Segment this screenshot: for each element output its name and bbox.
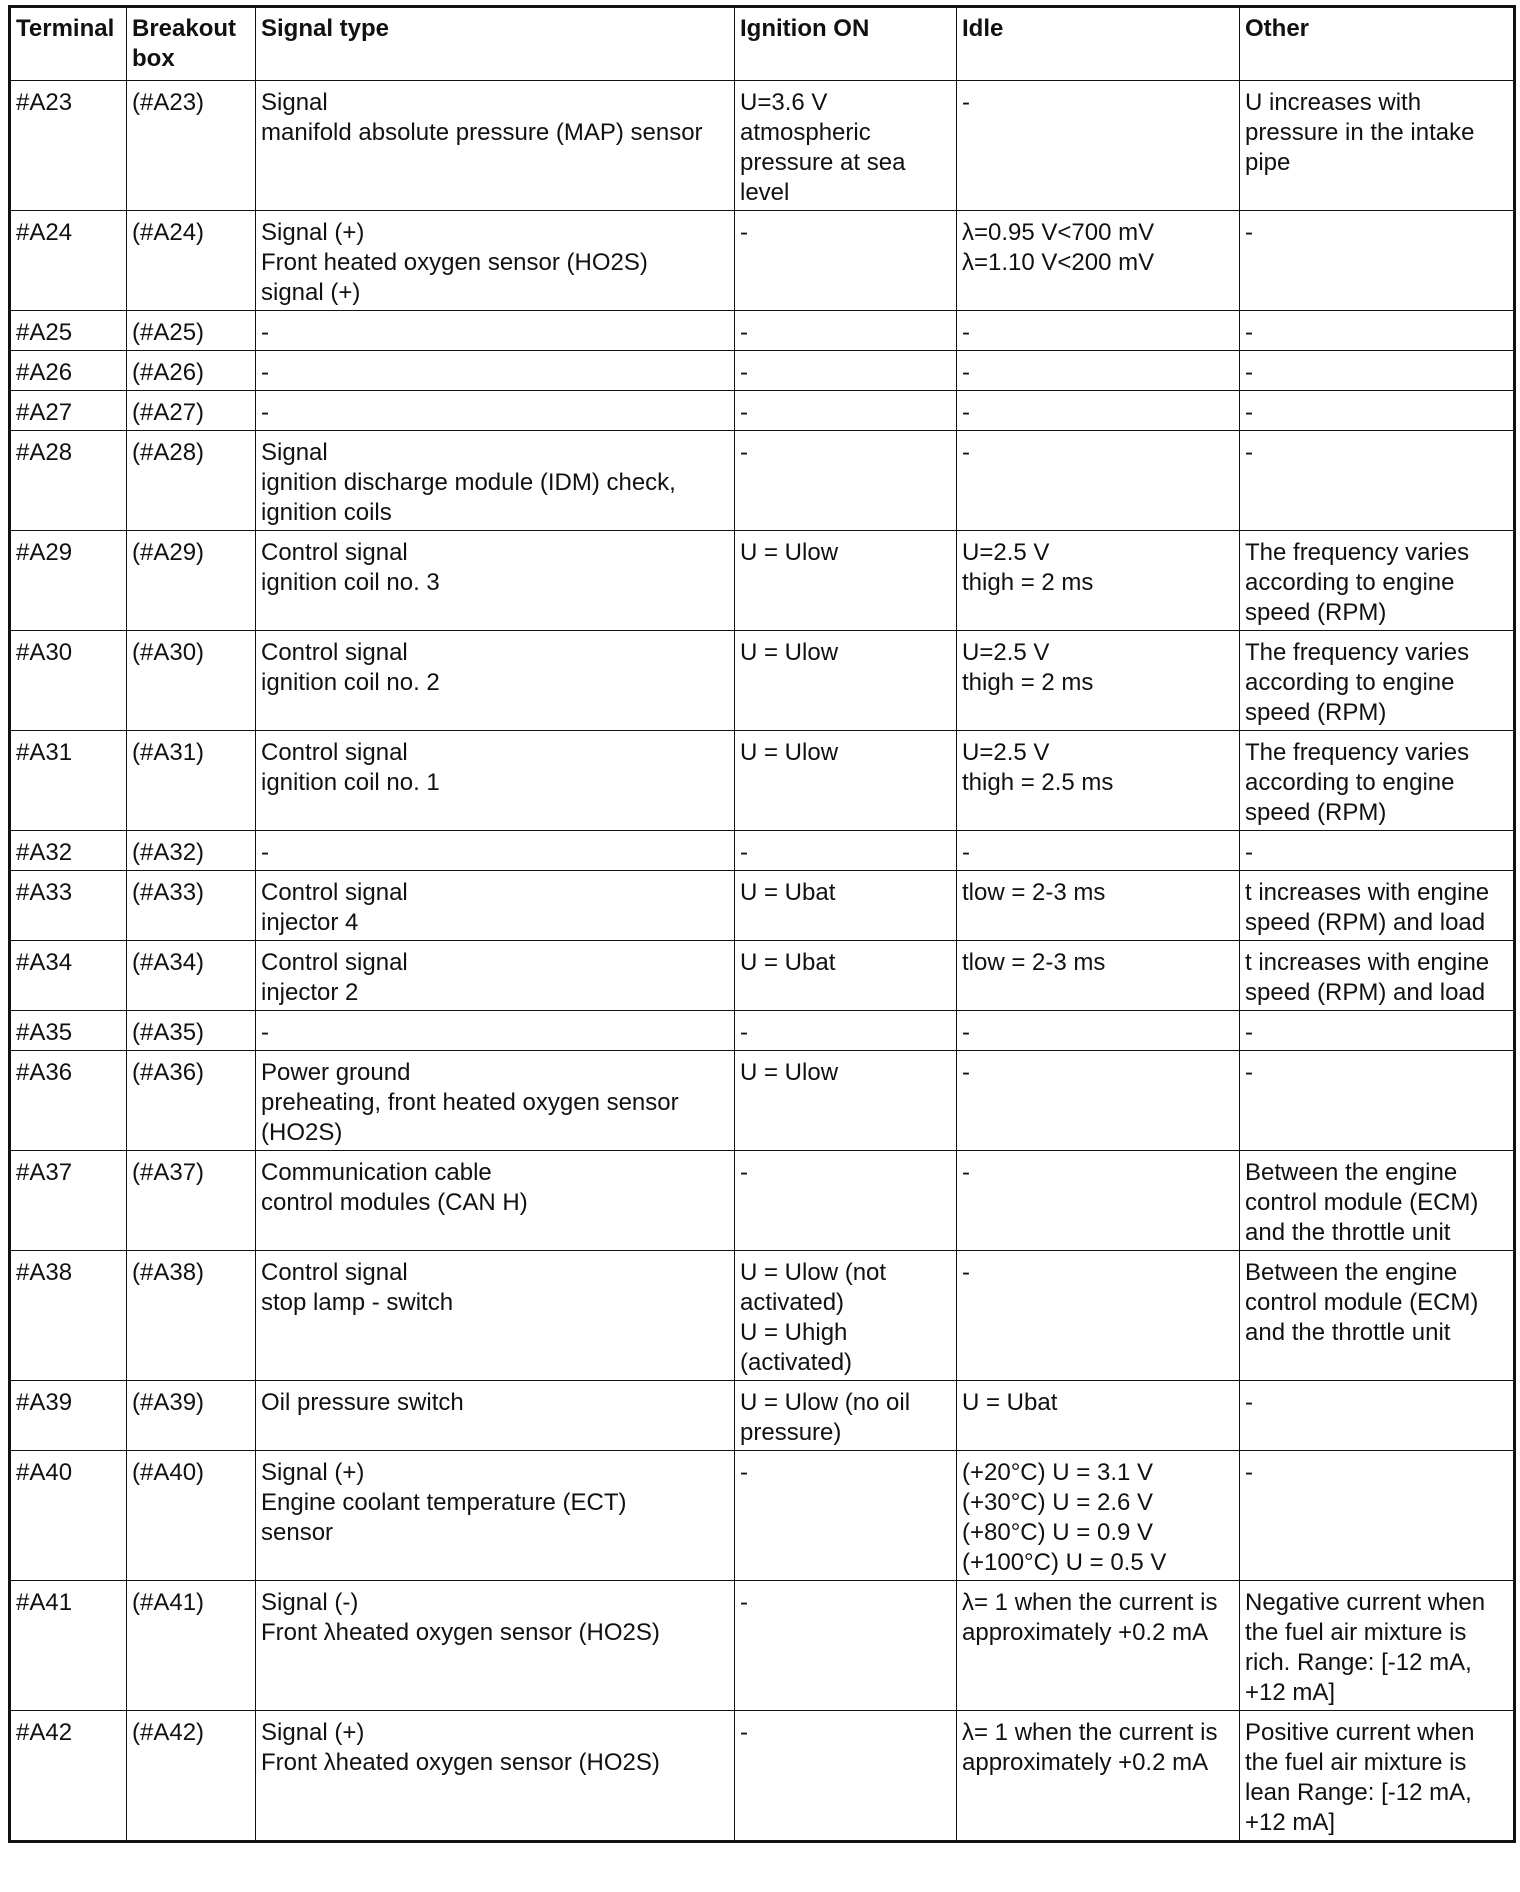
cell-breakout-box: (#A37) <box>127 1151 256 1251</box>
cell-breakout-box: (#A40) <box>127 1451 256 1581</box>
cell-other-line: - <box>1245 219 1253 246</box>
cell-idle-line: λ= 1 when the current is <box>962 1719 1218 1746</box>
cell-ignition-on-line: - <box>740 1019 748 1046</box>
cell-signal-type <box>256 631 735 731</box>
cell-breakout-box: (#A25) <box>127 311 256 351</box>
cell-ignition-on <box>735 211 957 311</box>
cell-ignition-on <box>735 81 957 211</box>
cell-ignition-on-line: (activated) <box>740 1349 853 1376</box>
cell-other <box>1240 1381 1515 1451</box>
cell-terminal: #A28 <box>10 431 127 531</box>
cell-idle <box>957 1051 1240 1151</box>
cell-signal-type <box>256 731 735 831</box>
cell-other-line: control module (ECM) <box>1245 1289 1479 1316</box>
cell-breakout-box: (#A33) <box>127 871 256 941</box>
cell-breakout-box: (#A30) <box>127 631 256 731</box>
cell-signal-type-line: ignition coil no. 2 <box>261 669 440 696</box>
cell-ignition-on-line: U = Ulow (no oil <box>740 1389 911 1416</box>
cell-other-line: the fuel air mixture is <box>1245 1619 1467 1646</box>
cell-ignition-on <box>735 941 957 1011</box>
cell-idle-line: thigh = 2 ms <box>962 569 1094 596</box>
header-idle: Idle <box>957 7 1240 81</box>
cell-other-line: The frequency varies <box>1245 539 1470 566</box>
header-breakout-box: Breakout box <box>127 7 256 81</box>
cell-signal-type <box>256 1451 735 1581</box>
cell-ignition-on-line: U = Ulow <box>740 639 839 666</box>
header-signal-type: Signal type <box>256 7 735 81</box>
cell-other-line: - <box>1245 1389 1253 1416</box>
table-row <box>10 531 1515 631</box>
cell-terminal: #A33 <box>10 871 127 941</box>
cell-idle <box>957 1151 1240 1251</box>
cell-terminal: #A35 <box>10 1011 127 1051</box>
cell-terminal: #A42 <box>10 1711 127 1842</box>
cell-ignition-on-line: U=3.6 V <box>740 89 828 116</box>
cell-idle-line: λ=1.10 V<200 mV <box>962 249 1155 276</box>
table-row <box>10 1151 1515 1251</box>
cell-ignition-on <box>735 871 957 941</box>
table-row <box>10 1011 1515 1051</box>
cell-signal-type-line: ignition discharge module (IDM) check, <box>261 469 676 496</box>
cell-idle-line: - <box>962 1159 970 1186</box>
cell-idle-line: - <box>962 359 970 386</box>
cell-terminal: #A30 <box>10 631 127 731</box>
cell-other <box>1240 631 1515 731</box>
cell-other-line: according to engine <box>1245 669 1455 696</box>
cell-other-line: Negative current when <box>1245 1589 1486 1616</box>
cell-other-line: pipe <box>1245 149 1291 176</box>
cell-terminal: #A40 <box>10 1451 127 1581</box>
cell-breakout-box: (#A38) <box>127 1251 256 1381</box>
cell-other-line: speed (RPM) and load <box>1245 909 1486 936</box>
cell-signal-type-line: preheating, front heated oxygen sensor <box>261 1089 679 1116</box>
cell-other-line: t increases with engine <box>1245 949 1490 976</box>
cell-breakout-box: (#A41) <box>127 1581 256 1711</box>
cell-other-line: t increases with engine <box>1245 879 1490 906</box>
table-header-row <box>10 7 1515 81</box>
cell-other <box>1240 81 1515 211</box>
cell-idle <box>957 311 1240 351</box>
cell-signal-type-line: - <box>261 359 269 386</box>
document-page <box>8 5 1513 1843</box>
cell-idle <box>957 941 1240 1011</box>
cell-other <box>1240 1581 1515 1711</box>
cell-signal-type-line: Front heated oxygen sensor (HO2S) <box>261 249 648 276</box>
cell-terminal: #A36 <box>10 1051 127 1151</box>
cell-ignition-on-line: U = Ulow <box>740 1059 839 1086</box>
cell-idle-line: λ= 1 when the current is <box>962 1589 1218 1616</box>
cell-ignition-on-line: U = Ulow (not <box>740 1259 887 1286</box>
cell-idle-line: - <box>962 399 970 426</box>
cell-idle-line: (+20°C) U = 3.1 V <box>962 1459 1154 1486</box>
cell-other <box>1240 211 1515 311</box>
cell-breakout-box: (#A36) <box>127 1051 256 1151</box>
table-row <box>10 1581 1515 1711</box>
cell-signal-type-line: Engine coolant temperature (ECT) <box>261 1489 627 1516</box>
header-terminal: Terminal <box>10 7 127 81</box>
cell-other-line: speed (RPM) <box>1245 799 1387 826</box>
header-other: Other <box>1240 7 1515 81</box>
cell-signal-type-line: - <box>261 839 269 866</box>
cell-other <box>1240 311 1515 351</box>
cell-signal-type <box>256 311 735 351</box>
cell-other-line: - <box>1245 319 1253 346</box>
cell-ignition-on <box>735 311 957 351</box>
cell-ignition-on-line: - <box>740 219 748 246</box>
cell-terminal: #A27 <box>10 391 127 431</box>
cell-signal-type <box>256 351 735 391</box>
cell-other-line: U increases with <box>1245 89 1422 116</box>
table-row <box>10 871 1515 941</box>
cell-idle <box>957 81 1240 211</box>
cell-ignition-on-line: - <box>740 839 748 866</box>
cell-other-line: - <box>1245 439 1253 466</box>
cell-ignition-on <box>735 731 957 831</box>
cell-ignition-on <box>735 1711 957 1842</box>
cell-breakout-box: (#A32) <box>127 831 256 871</box>
cell-signal-type-line: injector 2 <box>261 979 359 1006</box>
cell-breakout-box: (#A24) <box>127 211 256 311</box>
cell-signal-type-line: sensor <box>261 1519 334 1546</box>
cell-idle-line: (+30°C) U = 2.6 V <box>962 1489 1154 1516</box>
cell-other-line: Positive current when <box>1245 1719 1475 1746</box>
cell-signal-type-line: Communication cable <box>261 1159 492 1186</box>
cell-ignition-on <box>735 351 957 391</box>
cell-idle <box>957 731 1240 831</box>
cell-other-line: - <box>1245 1019 1253 1046</box>
cell-idle <box>957 1451 1240 1581</box>
cell-idle <box>957 1251 1240 1381</box>
cell-ignition-on-line: U = Ulow <box>740 539 839 566</box>
cell-idle-line: - <box>962 439 970 466</box>
cell-signal-type-line: Control signal <box>261 739 408 766</box>
cell-other <box>1240 391 1515 431</box>
cell-ignition-on-line: - <box>740 1159 748 1186</box>
cell-signal-type <box>256 1151 735 1251</box>
cell-other-line: control module (ECM) <box>1245 1189 1479 1216</box>
cell-terminal: #A23 <box>10 81 127 211</box>
cell-signal-type-line: Control signal <box>261 949 408 976</box>
cell-other <box>1240 531 1515 631</box>
cell-ignition-on <box>735 631 957 731</box>
cell-other <box>1240 1711 1515 1842</box>
cell-other-line: speed (RPM) and load <box>1245 979 1486 1006</box>
cell-idle <box>957 391 1240 431</box>
cell-signal-type <box>256 1381 735 1451</box>
cell-other-line: lean Range: [-12 mA, <box>1245 1779 1472 1806</box>
cell-other <box>1240 1251 1515 1381</box>
cell-idle <box>957 1711 1240 1842</box>
cell-signal-type-line: signal (+) <box>261 279 361 306</box>
cell-ignition-on <box>735 1011 957 1051</box>
cell-ignition-on-line: - <box>740 1459 748 1486</box>
cell-signal-type-line: Control signal <box>261 1259 408 1286</box>
cell-other-line: - <box>1245 839 1253 866</box>
cell-idle-line: thigh = 2 ms <box>962 669 1094 696</box>
cell-signal-type-line: Control signal <box>261 639 408 666</box>
cell-idle <box>957 351 1240 391</box>
cell-other-line: according to engine <box>1245 569 1455 596</box>
cell-terminal: #A34 <box>10 941 127 1011</box>
cell-signal-type-line: ignition coil no. 3 <box>261 569 440 596</box>
cell-signal-type-line: Oil pressure switch <box>261 1389 464 1416</box>
table-row <box>10 1051 1515 1151</box>
cell-terminal: #A41 <box>10 1581 127 1711</box>
cell-terminal: #A25 <box>10 311 127 351</box>
cell-breakout-box: (#A28) <box>127 431 256 531</box>
cell-other-line: +12 mA] <box>1245 1679 1336 1706</box>
cell-signal-type <box>256 1011 735 1051</box>
cell-other-line: rich. Range: [-12 mA, <box>1245 1649 1472 1676</box>
cell-signal-type <box>256 1581 735 1711</box>
cell-idle-line: λ=0.95 V<700 mV <box>962 219 1155 246</box>
cell-breakout-box: (#A26) <box>127 351 256 391</box>
cell-signal-type-line: Control signal <box>261 539 408 566</box>
cell-ignition-on <box>735 1581 957 1711</box>
cell-signal-type-line: Signal (-) <box>261 1589 359 1616</box>
table-row <box>10 1251 1515 1381</box>
cell-ignition-on-line: - <box>740 359 748 386</box>
cell-ignition-on <box>735 831 957 871</box>
cell-signal-type-line: - <box>261 1019 269 1046</box>
table-row <box>10 1381 1515 1451</box>
table-row <box>10 351 1515 391</box>
cell-breakout-box: (#A31) <box>127 731 256 831</box>
cell-other <box>1240 941 1515 1011</box>
cell-other-line: Between the engine <box>1245 1159 1458 1186</box>
cell-idle-line: tlow = 2-3 ms <box>962 879 1106 906</box>
cell-ignition-on-line: U = Uhigh <box>740 1319 848 1346</box>
cell-other <box>1240 1151 1515 1251</box>
cell-other <box>1240 1011 1515 1051</box>
cell-other-line: according to engine <box>1245 769 1455 796</box>
cell-idle-line: - <box>962 1019 970 1046</box>
cell-signal-type-line: Control signal <box>261 879 408 906</box>
cell-terminal: #A39 <box>10 1381 127 1451</box>
table-row <box>10 431 1515 531</box>
cell-ignition-on <box>735 1151 957 1251</box>
cell-idle <box>957 831 1240 871</box>
cell-idle <box>957 531 1240 631</box>
cell-ignition-on-line: - <box>740 399 748 426</box>
cell-terminal: #A38 <box>10 1251 127 1381</box>
cell-terminal: #A32 <box>10 831 127 871</box>
cell-terminal: #A24 <box>10 211 127 311</box>
table-row <box>10 731 1515 831</box>
table-row <box>10 1711 1515 1842</box>
cell-other-line: - <box>1245 359 1253 386</box>
cell-idle-line: thigh = 2.5 ms <box>962 769 1114 796</box>
cell-ignition-on <box>735 431 957 531</box>
cell-idle-line: tlow = 2-3 ms <box>962 949 1106 976</box>
cell-signal-type <box>256 1711 735 1842</box>
cell-signal-type-line: manifold absolute pressure (MAP) sensor <box>261 119 703 146</box>
cell-breakout-box: (#A23) <box>127 81 256 211</box>
cell-terminal: #A37 <box>10 1151 127 1251</box>
cell-idle-line: - <box>962 839 970 866</box>
table-row <box>10 631 1515 731</box>
cell-signal-type <box>256 531 735 631</box>
cell-other-line: - <box>1245 1459 1253 1486</box>
cell-breakout-box: (#A34) <box>127 941 256 1011</box>
cell-signal-type-line: Signal <box>261 89 328 116</box>
cell-idle-line: U=2.5 V <box>962 539 1050 566</box>
cell-idle-line: (+80°C) U = 0.9 V <box>962 1519 1154 1546</box>
cell-idle-line: (+100°C) U = 0.5 V <box>962 1549 1167 1576</box>
cell-ignition-on-line: - <box>740 439 748 466</box>
cell-other <box>1240 731 1515 831</box>
cell-ignition-on-line: - <box>740 1589 748 1616</box>
cell-breakout-box: (#A35) <box>127 1011 256 1051</box>
table-row <box>10 1451 1515 1581</box>
cell-ignition-on-line: - <box>740 1719 748 1746</box>
cell-signal-type-line: stop lamp - switch <box>261 1289 454 1316</box>
cell-terminal: #A29 <box>10 531 127 631</box>
table-row <box>10 311 1515 351</box>
cell-other-line: speed (RPM) <box>1245 699 1387 726</box>
cell-idle <box>957 1381 1240 1451</box>
cell-other <box>1240 431 1515 531</box>
cell-ignition-on-line: activated) <box>740 1289 845 1316</box>
cell-other-line: speed (RPM) <box>1245 599 1387 626</box>
cell-other-line: - <box>1245 399 1253 426</box>
cell-other <box>1240 871 1515 941</box>
cell-other <box>1240 1051 1515 1151</box>
table-row <box>10 211 1515 311</box>
cell-signal-type <box>256 81 735 211</box>
cell-other <box>1240 351 1515 391</box>
cell-terminal: #A31 <box>10 731 127 831</box>
cell-ignition-on <box>735 531 957 631</box>
table-row <box>10 831 1515 871</box>
cell-signal-type-line: Front λheated oxygen sensor (HO2S) <box>261 1749 660 1776</box>
cell-ignition-on-line: pressure) <box>740 1419 842 1446</box>
cell-signal-type-line: (HO2S) <box>261 1119 343 1146</box>
cell-other-line: and the throttle unit <box>1245 1219 1451 1246</box>
cell-signal-type <box>256 391 735 431</box>
table-row <box>10 391 1515 431</box>
table-body <box>10 81 1515 1842</box>
cell-idle-line: - <box>962 1059 970 1086</box>
cell-idle <box>957 871 1240 941</box>
cell-signal-type <box>256 831 735 871</box>
cell-ignition-on-line: U = Ubat <box>740 949 836 976</box>
cell-signal-type-line: Signal (+) <box>261 1719 365 1746</box>
cell-other-line: pressure in the intake <box>1245 119 1475 146</box>
cell-idle-line: - <box>962 89 970 116</box>
cell-signal-type-line: - <box>261 319 269 346</box>
cell-ignition-on <box>735 1251 957 1381</box>
cell-other <box>1240 1451 1515 1581</box>
cell-idle-line: - <box>962 319 970 346</box>
cell-ignition-on-line: U = Ubat <box>740 879 836 906</box>
cell-signal-type-line: Front λheated oxygen sensor (HO2S) <box>261 1619 660 1646</box>
cell-other-line: Between the engine <box>1245 1259 1458 1286</box>
cell-signal-type-line: Signal (+) <box>261 219 365 246</box>
cell-breakout-box: (#A42) <box>127 1711 256 1842</box>
cell-signal-type <box>256 941 735 1011</box>
cell-signal-type <box>256 1051 735 1151</box>
cell-signal-type-line: ignition coil no. 1 <box>261 769 440 796</box>
cell-breakout-box: (#A39) <box>127 1381 256 1451</box>
cell-other-line: - <box>1245 1059 1253 1086</box>
header-ignition-on: Ignition ON <box>735 7 957 81</box>
cell-signal-type <box>256 1251 735 1381</box>
cell-signal-type-line: injector 4 <box>261 909 359 936</box>
cell-ignition-on <box>735 1051 957 1151</box>
cell-signal-type <box>256 871 735 941</box>
cell-signal-type-line: Signal (+) <box>261 1459 365 1486</box>
cell-ignition-on-line: pressure at sea <box>740 149 906 176</box>
cell-signal-type-line: Power ground <box>261 1059 411 1086</box>
cell-idle-line: approximately +0.2 mA <box>962 1749 1209 1776</box>
cell-breakout-box: (#A29) <box>127 531 256 631</box>
cell-signal-type <box>256 431 735 531</box>
cell-signal-type-line: - <box>261 399 269 426</box>
cell-signal-type-line: control modules (CAN H) <box>261 1189 528 1216</box>
table-row <box>10 941 1515 1011</box>
cell-ignition-on-line: atmospheric <box>740 119 871 146</box>
cell-ignition-on <box>735 1381 957 1451</box>
cell-other-line: The frequency varies <box>1245 639 1470 666</box>
cell-idle-line: U = Ubat <box>962 1389 1058 1416</box>
cell-signal-type <box>256 211 735 311</box>
cell-idle <box>957 1011 1240 1051</box>
cell-idle-line: approximately +0.2 mA <box>962 1619 1209 1646</box>
cell-idle-line: U=2.5 V <box>962 639 1050 666</box>
cell-ignition-on <box>735 391 957 431</box>
cell-other-line: +12 mA] <box>1245 1809 1336 1836</box>
cell-ignition-on-line: level <box>740 179 790 206</box>
cell-other-line: the fuel air mixture is <box>1245 1749 1467 1776</box>
cell-terminal: #A26 <box>10 351 127 391</box>
cell-idle-line: U=2.5 V <box>962 739 1050 766</box>
cell-signal-type-line: Signal <box>261 439 328 466</box>
cell-idle <box>957 631 1240 731</box>
cell-breakout-box: (#A27) <box>127 391 256 431</box>
cell-idle <box>957 211 1240 311</box>
cell-other <box>1240 831 1515 871</box>
cell-idle-line: - <box>962 1259 970 1286</box>
table-row <box>10 81 1515 211</box>
cell-other-line: and the throttle unit <box>1245 1319 1451 1346</box>
terminal-signal-table <box>8 5 1516 1843</box>
cell-other-line: The frequency varies <box>1245 739 1470 766</box>
cell-idle <box>957 431 1240 531</box>
cell-ignition-on <box>735 1451 957 1581</box>
cell-ignition-on-line: U = Ulow <box>740 739 839 766</box>
cell-signal-type-line: ignition coils <box>261 499 392 526</box>
cell-idle <box>957 1581 1240 1711</box>
cell-ignition-on-line: - <box>740 319 748 346</box>
